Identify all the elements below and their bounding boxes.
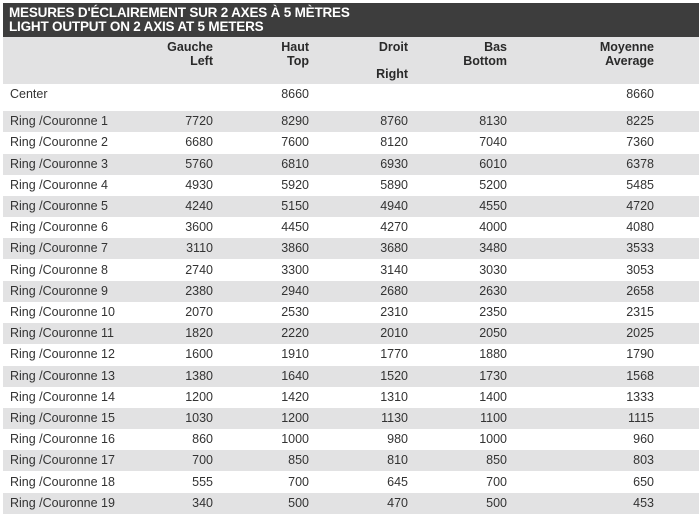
cell-average: 3533 [626, 241, 654, 256]
cell-average: 1568 [626, 368, 654, 383]
table-row [3, 472, 699, 493]
table-row [3, 493, 699, 514]
cell-top: 1000 [281, 432, 309, 447]
cell-average: 2658 [626, 283, 654, 298]
cell-right: 980 [387, 432, 408, 447]
cell-left: 700 [192, 453, 213, 468]
cell-left: 4240 [185, 199, 213, 213]
table-row [3, 323, 699, 344]
cell-right: 8760 [380, 114, 408, 129]
row-label: Ring /Couronne 12 [10, 347, 115, 362]
row-label: Ring /Couronne 14 [10, 389, 115, 404]
cell-right: 1520 [380, 368, 408, 383]
header-left [167, 40, 213, 68]
cell-bottom: 4000 [479, 220, 507, 235]
header-top-en: Top [287, 54, 309, 68]
cell-top: 7600 [281, 135, 309, 150]
table-row [3, 260, 699, 281]
cell-left: 7720 [185, 114, 213, 129]
cell-bottom: 1100 [480, 411, 507, 425]
cell-bottom: 1400 [479, 389, 507, 404]
table-row [3, 450, 699, 471]
header-average [600, 40, 654, 68]
cell-top: 6810 [281, 156, 309, 171]
table-title-bar [3, 3, 699, 37]
cell-left: 555 [192, 474, 213, 489]
cell-top: 1910 [281, 347, 309, 362]
cell-bottom: 7040 [479, 135, 507, 150]
cell-top: 1200 [281, 411, 309, 425]
row-label: Ring /Couronne 5 [10, 199, 108, 213]
table-row [3, 196, 699, 217]
table-row [3, 366, 699, 387]
cell-top: 8660 [281, 87, 309, 101]
row-label: Ring /Couronne 18 [10, 474, 115, 489]
cell-bottom: 500 [486, 495, 507, 510]
cell-right: 8120 [380, 135, 408, 150]
table-row [3, 344, 699, 365]
cell-average: 7360 [626, 135, 654, 150]
row-label: Ring /Couronne 10 [10, 305, 115, 319]
table-row [3, 429, 699, 450]
cell-average: 453 [633, 495, 654, 510]
cell-left: 1600 [185, 347, 213, 362]
header-left-fr: Gauche [167, 40, 213, 54]
cell-top: 2940 [281, 283, 309, 298]
header-right [376, 40, 408, 81]
cell-average: 4720 [626, 199, 654, 213]
row-label: Ring /Couronne 13 [10, 368, 115, 383]
cell-top: 8290 [281, 114, 309, 129]
cell-average: 1115 [628, 411, 654, 425]
cell-bottom: 1730 [479, 368, 507, 383]
cell-top: 5150 [281, 199, 309, 213]
row-label: Ring /Couronne 1 [10, 114, 108, 129]
row-label: Ring /Couronne 4 [10, 177, 108, 192]
cell-average: 1333 [626, 389, 654, 404]
cell-bottom: 8130 [479, 114, 507, 129]
table-row [3, 132, 699, 153]
cell-bottom: 2350 [479, 305, 507, 319]
cell-right: 810 [387, 453, 408, 468]
cell-average: 4080 [626, 220, 654, 235]
cell-top: 3300 [281, 262, 309, 277]
cell-average: 5485 [626, 177, 654, 192]
row-label: Ring /Couronne 9 [10, 283, 108, 298]
cell-left: 2380 [185, 283, 213, 298]
cell-right: 470 [387, 495, 408, 510]
table-row [3, 302, 699, 323]
cell-top: 700 [288, 474, 309, 489]
cell-top: 3860 [281, 241, 309, 256]
cell-right: 4940 [380, 199, 408, 213]
column-header-band [3, 37, 699, 84]
cell-average: 3053 [626, 262, 654, 277]
cell-average: 803 [633, 453, 654, 468]
cell-average: 8660 [626, 87, 654, 101]
cell-right: 1310 [380, 389, 408, 404]
cell-bottom: 1880 [479, 347, 507, 362]
cell-left: 6680 [185, 135, 213, 150]
cell-right: 6930 [380, 156, 408, 171]
table-row [3, 111, 699, 132]
cell-right: 1770 [380, 347, 408, 362]
table-row [3, 281, 699, 302]
cell-left: 2070 [185, 305, 213, 319]
header-left-en: Left [190, 54, 213, 68]
cell-average: 6378 [626, 156, 654, 171]
cell-right: 645 [387, 474, 408, 489]
cell-left: 3110 [186, 241, 213, 256]
cell-average: 2315 [626, 305, 654, 319]
cell-top: 5920 [281, 177, 309, 192]
cell-bottom: 5200 [479, 177, 507, 192]
cell-bottom: 2630 [479, 283, 507, 298]
header-right-fr: Droit [378, 40, 408, 54]
cell-bottom: 700 [486, 474, 507, 489]
table-row [3, 387, 699, 408]
cell-average: 2025 [626, 326, 654, 341]
header-bottom [463, 40, 507, 68]
row-label: Ring /Couronne 11 [10, 326, 115, 341]
cell-left: 4930 [185, 177, 213, 192]
header-right-en: Right [376, 67, 408, 81]
cell-left: 3600 [185, 220, 213, 235]
cell-bottom: 6010 [479, 156, 507, 171]
title-english: LIGHT OUTPUT ON 2 AXIS AT 5 METERS [9, 19, 264, 34]
cell-right: 2310 [380, 305, 408, 319]
cell-left: 1200 [185, 389, 213, 404]
cell-bottom: 3030 [479, 262, 507, 277]
cell-right: 5890 [380, 177, 408, 192]
row-label: Ring /Couronne 19 [10, 495, 115, 510]
row-label: Ring /Couronne 15 [10, 411, 115, 425]
table-row [3, 154, 699, 175]
cell-bottom: 3480 [479, 241, 507, 256]
header-average-fr: Moyenne [599, 40, 654, 54]
row-label: Ring /Couronne 6 [10, 220, 108, 235]
row-label: Ring /Couronne 3 [10, 156, 108, 171]
cell-average: 8225 [626, 114, 654, 129]
cell-right: 4270 [380, 220, 408, 235]
cell-average: 960 [633, 432, 654, 447]
cell-top: 1420 [281, 389, 309, 404]
cell-left: 1030 [185, 411, 213, 425]
header-bottom-en: Bottom [463, 54, 507, 68]
cell-average: 650 [633, 474, 654, 489]
cell-top: 850 [288, 453, 309, 468]
table-row [3, 175, 699, 196]
cell-left: 5760 [185, 156, 213, 171]
cell-left: 1820 [185, 326, 213, 341]
cell-top: 1640 [281, 368, 309, 383]
cell-right: 1130 [381, 411, 408, 425]
cell-bottom: 1000 [479, 432, 507, 447]
header-top-fr: Haut [281, 40, 309, 54]
cell-right: 3680 [380, 241, 408, 256]
cell-top: 2530 [281, 305, 309, 319]
row-label: Center [10, 87, 48, 101]
cell-right: 2010 [380, 326, 408, 341]
cell-left: 860 [192, 432, 213, 447]
cell-right: 2680 [380, 283, 408, 298]
row-label: Ring /Couronne 17 [10, 453, 115, 468]
header-top [281, 40, 309, 68]
row-label: Ring /Couronne 8 [10, 262, 108, 277]
row-label: Ring /Couronne 16 [10, 432, 115, 447]
cell-top: 2220 [281, 326, 309, 341]
row-label: Ring /Couronne 7 [10, 241, 108, 256]
table-row [3, 84, 699, 111]
cell-right: 3140 [380, 262, 408, 277]
header-average-en: Average [605, 54, 654, 68]
cell-bottom: 4550 [479, 199, 507, 213]
table-row [3, 238, 699, 259]
cell-left: 1380 [185, 368, 213, 383]
header-bottom-fr: Bas [484, 40, 507, 54]
cell-bottom: 850 [486, 453, 507, 468]
title-french: MESURES D'ÉCLAIREMENT SUR 2 AXES À 5 MÈTRES [9, 5, 350, 20]
row-label: Ring /Couronne 2 [10, 135, 108, 150]
cell-left: 2740 [185, 262, 213, 277]
cell-top: 4450 [281, 220, 309, 235]
cell-bottom: 2050 [479, 326, 507, 341]
table-row [3, 217, 699, 238]
cell-average: 1790 [626, 347, 654, 362]
cell-left: 340 [192, 495, 213, 510]
table-row [3, 408, 699, 429]
cell-top: 500 [288, 495, 309, 510]
